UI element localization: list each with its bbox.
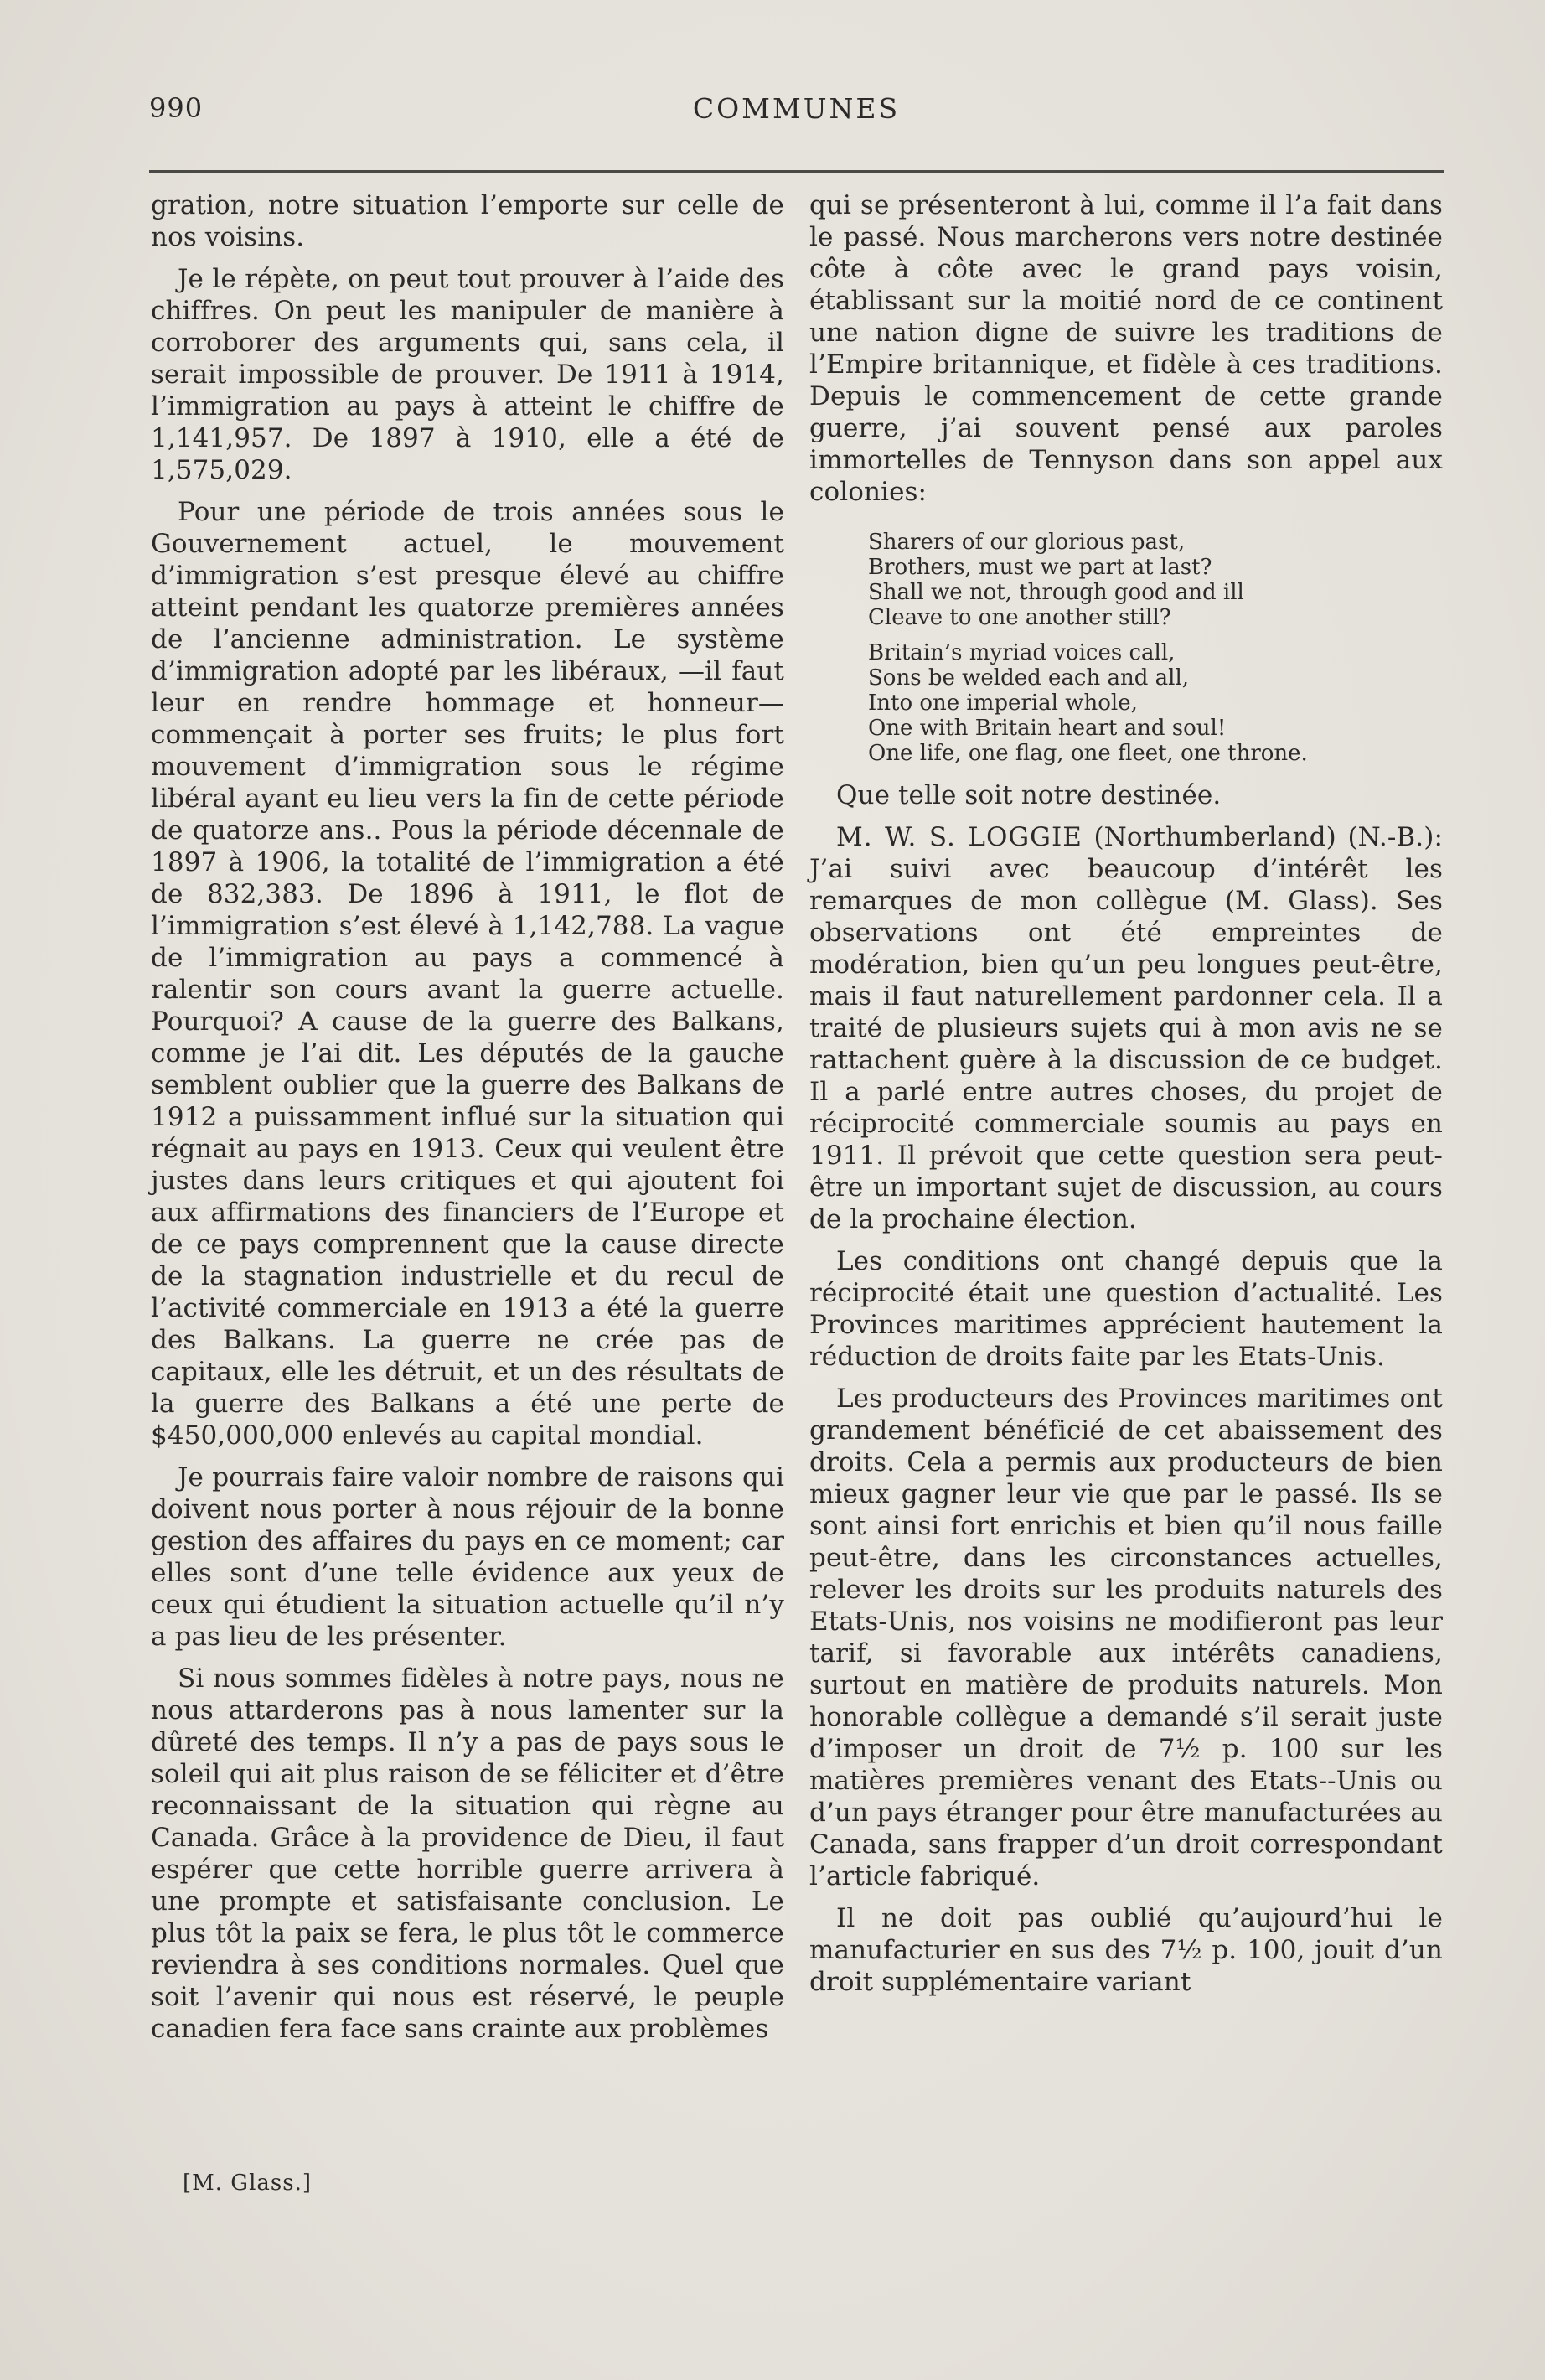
left-column <box>151 189 784 2045</box>
page-number: 990 <box>149 92 204 124</box>
speaker-name: M. W. S. LOGGIE <box>836 822 1083 852</box>
poem-quotation <box>868 530 1443 766</box>
poem-line: Into one imperial whole, <box>868 691 1138 716</box>
paragraph: Il ne doit pas oublié qu’aujourd’hui le manufacturier en sus des 7½ p. 100, jouit d’un droit supplémentaire variant <box>809 1903 1443 1997</box>
poem-line: Sharers of our glorious past, <box>868 530 1186 555</box>
poem-line: One life, one flag, one fleet, one throne. <box>868 741 1308 766</box>
poem-line: Shall we not, through good and ill <box>868 580 1244 605</box>
speech-paragraph <box>809 821 1443 1235</box>
poem-line: Sons be welded each and all, <box>868 665 1190 691</box>
poem-line: Brothers, must we part at last? <box>868 555 1212 580</box>
paragraph: qui se présenteront à lui, comme il l’a fait dans le passé. Nous marcherons vers notre destinée côte à côte avec le grand pays voisin, établissant sur la moitié nord de ce continent une nation digne de suivre les traditions de l’Empire britannique, et fidèle à ces traditions. Depuis le commencement de cette grande guerre, j’ai souvent pensé aux paroles immortelles de Tennyson dans son appel aux colonies: <box>809 190 1443 507</box>
paragraph: gration, notre situation l’emporte sur celle de nos voisins. <box>151 190 784 252</box>
page-header <box>149 92 1444 134</box>
paragraph: Si nous sommes fidèles à notre pays, nous ne nous attarderons pas à nous lamenter sur la dûreté des temps. Il n’y a pas de pays sous le soleil qui ait plus raison de se féliciter et d’être reconnaissant de la situation qui règne au Canada. Grâce à la providence de Dieu, il faut espérer que cette horrible guerre arrivera à une prompte et satisfaisante conclusion. Le plus tôt la paix se fera, le plus tôt le commerce reviendra à ses conditions normales. Quel que soit l’avenir qui nous est réservé, le peuple canadien fera face sans crainte aux problèmes <box>151 1663 784 2044</box>
paragraph: Pour une période de trois années sous le Gouvernement actuel, le mouvement d’immigration s’est presque élevé au chiffre atteint pendant les quatorze premières années de l’ancienne administration. Le système d’immigration adopté par les libéraux, —il faut leur en rendre hommage et honneur—commençait à porter ses fruits; le plus fort mouvement d’immigration sous le régime libéral ayant eu lieu vers la fin de cette période de quatorze ans.. Pous la période décennale de 1897 à 1906, la totalité de l’immigration a été de 832,383. De 1896 à 1911, le flot de l’immigration s’est élevé à 1,142,788. La vague de l’immigration au pays a commencé à ralentir son cours avant la guerre actuelle. Pourquoi? A cause de la guerre des Balkans, comme je l’ai dit. Les députés de la gauche semblent oublier que la guerre des Balkans de 1912 a puissamment influé sur la situation qui régnait au pays en 1913. Ceux qui veulent être justes dans leurs critiques et qui ajoutent foi aux affirmations des financiers de l’Europe et de ce pays comprennent que la cause directe de la stagnation industrielle et du recul de l’activité commerciale en 1913 a été la guerre des Balkans. La guerre ne crée pas de capitaux, elle les détruit, et un des résultats de la guerre des Balkans a été une perte de $450,000,000 enlevés au capital mondial. <box>151 497 784 1451</box>
speech-text: (Northumberland) (N.-B.): J’ai suivi avec beaucoup d’intérêt les remarques de mon collègue (M. Glass). Ses observations ont été empreintes de modération, bien qu’un peu longues peut-être, mais il faut naturellement pardonner cela. Il a traité de plusieurs sujets qui à mon avis ne se rattachent guère à la discussion de ce budget. Il a parlé entre autres choses, du projet de réciprocité commerciale soumis au pays en 1911. Il prévoit que cette question sera peut-être un important sujet de discussion, au cours de la prochaine élection. <box>809 822 1443 1234</box>
right-column <box>809 189 1443 1998</box>
running-head: COMMUNES <box>692 92 901 125</box>
poem-stanza <box>868 530 1443 630</box>
paragraph: Les conditions ont changé depuis que la réciprocité était une question d’actualité. Les Provinces maritimes apprécient hautement la réduction de droits faite par les Etats-Unis. <box>809 1246 1443 1372</box>
poem-line: Cleave to one another still? <box>868 605 1171 630</box>
paragraph: Les producteurs des Provinces maritimes ont grandement bénéficié de cet abaissement des droits. Cela a permis aux producteurs de bien mieux gagner leur vie que par le passé. Ils se sont ainsi fort enrichis et bien qu’il nous faille peut-être, dans les circonstances actuelles, relever les droits sur les produits naturels des Etats-Unis, nos voisins ne modifieront pas leur tarif, si favorable aux intérêts canadiens, surtout en matière de produits naturels. Mon honorable collègue a demandé s’il serait juste d’imposer un droit de 7½ p. 100 sur les matières premières venant des Etats--Unis ou d’un pays étranger pour être manufacturées au Canada, sans frapper d’un droit correspondant l’article fabriqué. <box>809 1384 1443 1891</box>
poem-stanza <box>868 640 1443 766</box>
speaker-footer: [M. Glass.] <box>183 2170 312 2196</box>
header-rule <box>149 170 1444 173</box>
paragraph: Je pourrais faire valoir nombre de raisons qui doivent nous porter à nous réjouir de la bonne gestion des affaires du pays en ce moment; car elles sont d’une telle évidence aux yeux de ceux qui étudient la situation actuelle qu’il n’y a pas lieu de les présenter. <box>151 1462 784 1652</box>
paragraph: Je le répète, on peut tout prouver à l’aide des chiffres. On peut les manipuler de manière à corroborer des arguments qui, sans cela, il serait impossible de prouver. De 1911 à 1914, l’immigration au pays à atteint le chiffre de 1,141,957. De 1897 à 1910, elle a été de 1,575,029. <box>151 264 784 485</box>
poem-line: One with Britain heart and soul! <box>868 716 1227 741</box>
poem-line: Britain’s myriad voices call, <box>868 640 1176 665</box>
paragraph: Que telle soit notre destinée. <box>836 780 1222 810</box>
